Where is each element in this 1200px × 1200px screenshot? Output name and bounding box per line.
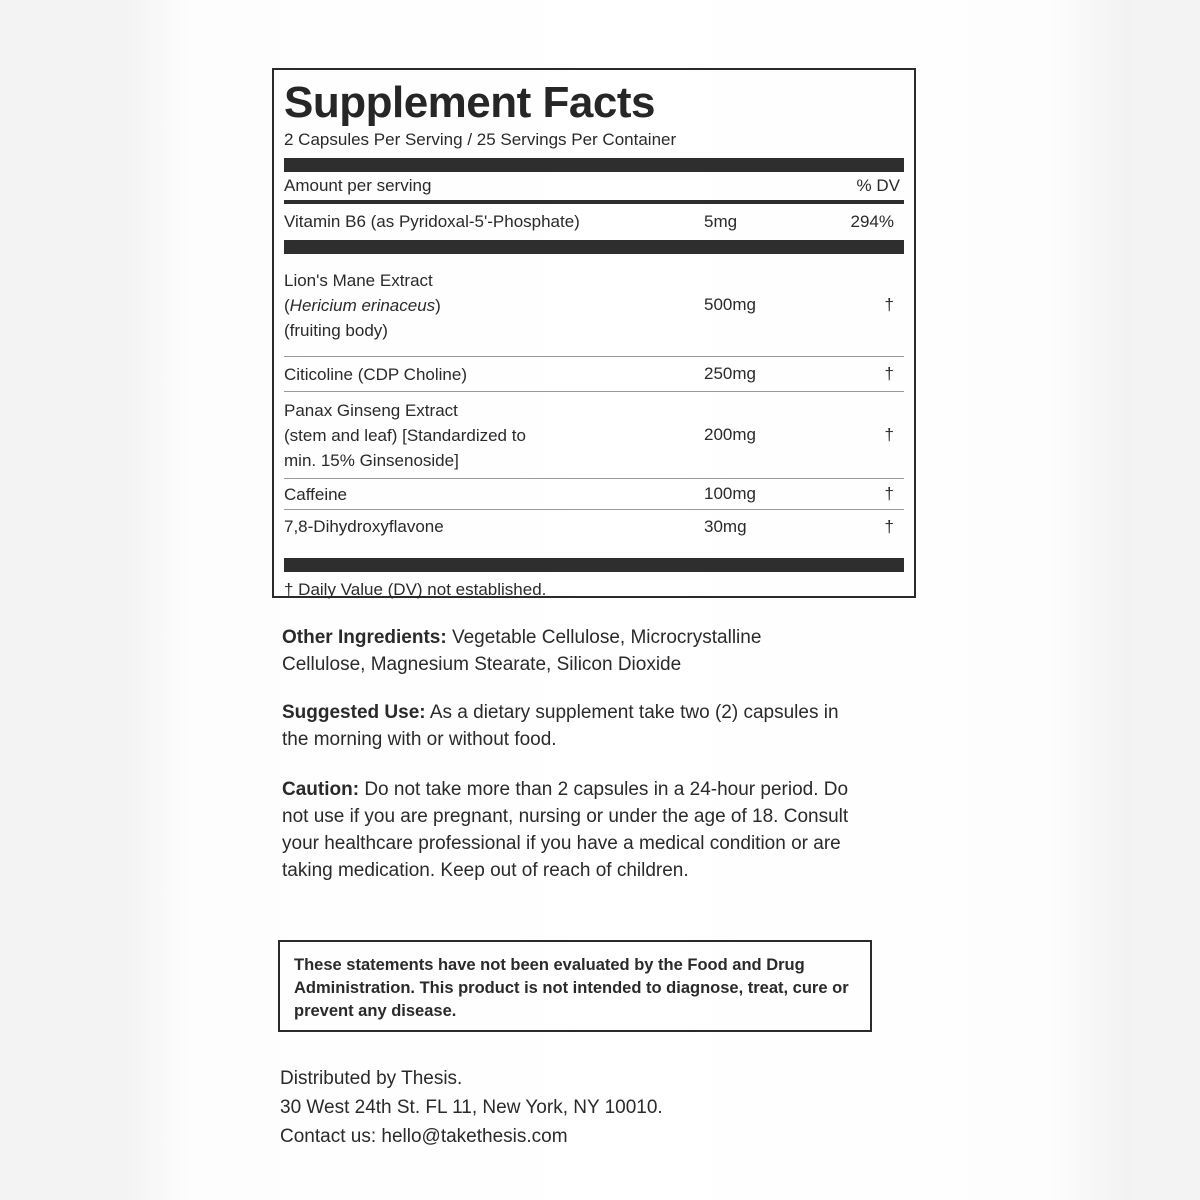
other-ingredients — [282, 624, 842, 678]
ingredient-amount: 100mg — [704, 484, 756, 503]
ingredient-name — [284, 362, 704, 387]
ingredient-name — [284, 268, 704, 343]
distributor-info — [280, 1064, 663, 1151]
suggested-use — [282, 699, 842, 753]
ingredient-name-line: min. 15% Ginsenoside] — [284, 450, 459, 470]
vitamin-row — [284, 204, 904, 240]
ingredient-row — [284, 479, 904, 510]
botanical-name: Hericium erinaceus — [289, 295, 436, 315]
vitamin-amount: 5mg — [704, 212, 738, 231]
amount-header-row — [284, 172, 904, 200]
suggested-use-text: As a dietary supplement take two (2) capsules in the morning with or without food. — [282, 702, 839, 750]
ingredient-amount: 30mg — [704, 517, 747, 536]
ingredient-name-line: (fruiting body) — [284, 320, 388, 340]
ingredient-row — [284, 357, 904, 392]
ingredient-name-line: Citicoline (CDP Choline) — [284, 364, 467, 384]
ingredient-name — [284, 398, 704, 473]
facts-title: Supplement Facts — [284, 78, 655, 127]
ingredient-row — [284, 510, 904, 544]
distributor-name: Distributed by Thesis. — [280, 1068, 463, 1089]
ingredient-dv: † — [884, 295, 894, 314]
caution-label: Caution: — [282, 779, 360, 800]
ingredient-name — [284, 515, 704, 539]
ingredient-name-line: (Hericium erinaceus) — [284, 295, 441, 315]
ingredient-list — [284, 254, 904, 544]
ingredient-name-line: Panax Ginseng Extract — [284, 400, 458, 420]
other-ingredients-label: Other Ingredients: — [282, 627, 447, 648]
dv-header: % DV — [856, 176, 900, 195]
caution — [282, 776, 862, 884]
serving-info: 2 Capsules Per Serving / 25 Servings Per Container — [284, 130, 677, 149]
fda-disclaimer: These statements have not been evaluated by the Food and Drug Administration. This product is not intended to diagnose, treat, cure or prevent any disease. — [278, 940, 872, 1032]
dv-footnote: † Daily Value (DV) not established. — [284, 580, 547, 599]
ingredient-amount: 250mg — [704, 364, 756, 383]
ingredient-name-line: Lion's Mane Extract — [284, 270, 433, 290]
thick-divider — [284, 240, 904, 254]
ingredient-name-line: 7,8-Dihydroxyflavone — [284, 517, 444, 536]
ingredient-row — [284, 392, 904, 479]
ingredient-amount: 500mg — [704, 295, 756, 314]
thick-divider — [284, 558, 904, 572]
ingredient-amount: 200mg — [704, 425, 756, 444]
ingredient-dv: † — [884, 425, 894, 444]
ingredient-name-line: Caffeine — [284, 484, 348, 504]
other-ingredients-text: Vegetable Cellulose, Microcrystalline Cellulose, Magnesium Stearate, Silicon Dioxide — [282, 627, 762, 675]
ingredient-dv: † — [884, 517, 894, 536]
ingredient-dv: † — [884, 364, 894, 383]
distributor-contact: Contact us: hello@takethesis.com — [280, 1126, 568, 1147]
thick-divider — [284, 158, 904, 172]
distributor-address: 30 West 24th St. FL 11, New York, NY 10010. — [280, 1097, 663, 1118]
ingredient-row — [284, 254, 904, 357]
vitamin-dv: 294% — [850, 212, 894, 231]
ingredient-name — [284, 482, 704, 507]
ingredient-dv: † — [884, 484, 894, 503]
ingredient-name-line: (stem and leaf) [Standardized to — [284, 425, 526, 445]
suggested-use-label: Suggested Use: — [282, 702, 426, 723]
vitamin-name: Vitamin B6 (as Pyridoxal-5'-Phosphate) — [284, 212, 580, 231]
amount-header: Amount per serving — [284, 176, 432, 195]
caution-text: Do not take more than 2 capsules in a 24-hour period. Do not use if you are pregnant, nursing or under the age of 18. Consult your healthcare professional if you have a medical condition or are taking medication. Keep out of reach of children. — [282, 779, 849, 881]
supplement-facts-panel — [272, 68, 916, 598]
